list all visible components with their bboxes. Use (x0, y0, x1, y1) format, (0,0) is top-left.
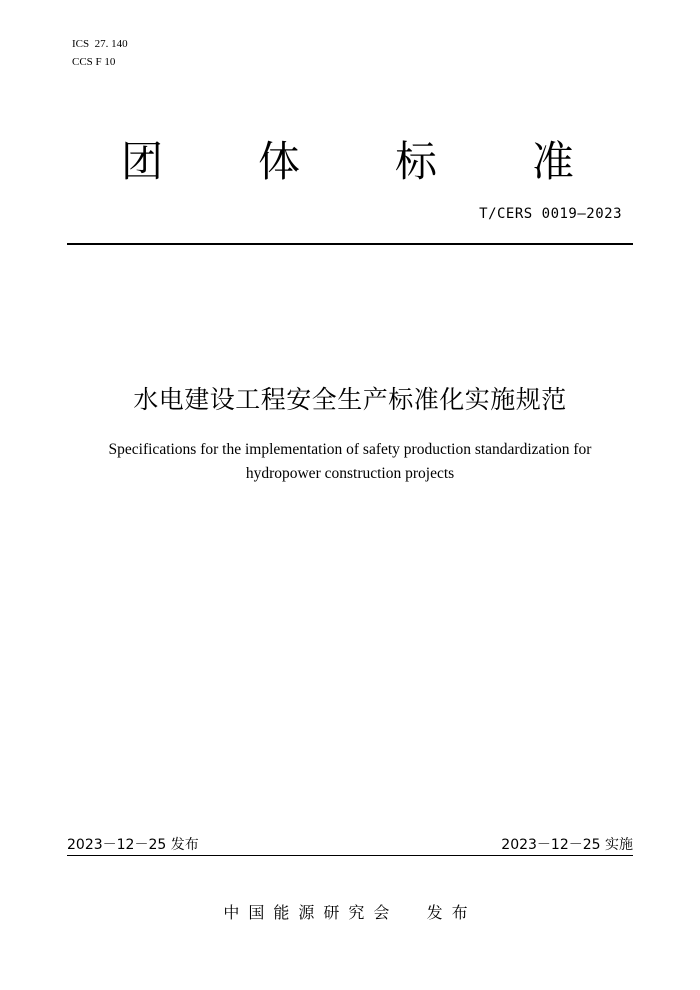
english-title-line-1: Specifications for the implementation of safety production standardization for (108, 441, 592, 458)
publisher: 中国能源研究会 发布 (223, 903, 477, 922)
document-category-title (0, 132, 700, 192)
ccs-code: CCS F 10 (72, 56, 116, 68)
ics-code: ICS 27. 140 (72, 38, 128, 50)
implementation-date: 2023－12－25 实施 (501, 837, 633, 853)
category-char-4: 准 (532, 137, 575, 186)
chinese-title: 水电建设工程安全生产标准化实施规范 (133, 385, 567, 414)
english-title-line-2: hydropower construction projects (245, 465, 455, 482)
classification-codes (72, 35, 128, 71)
english-title (60, 438, 640, 486)
publish-date: 2023－12－25 发布 (67, 837, 199, 853)
standard-number: T/CERS 0019—2023 (479, 206, 622, 222)
category-char-1: 团 (121, 137, 164, 186)
category-char-3: 标 (395, 137, 438, 186)
header-divider (67, 243, 633, 245)
category-char-2: 体 (258, 137, 301, 186)
footer-divider (67, 855, 633, 856)
